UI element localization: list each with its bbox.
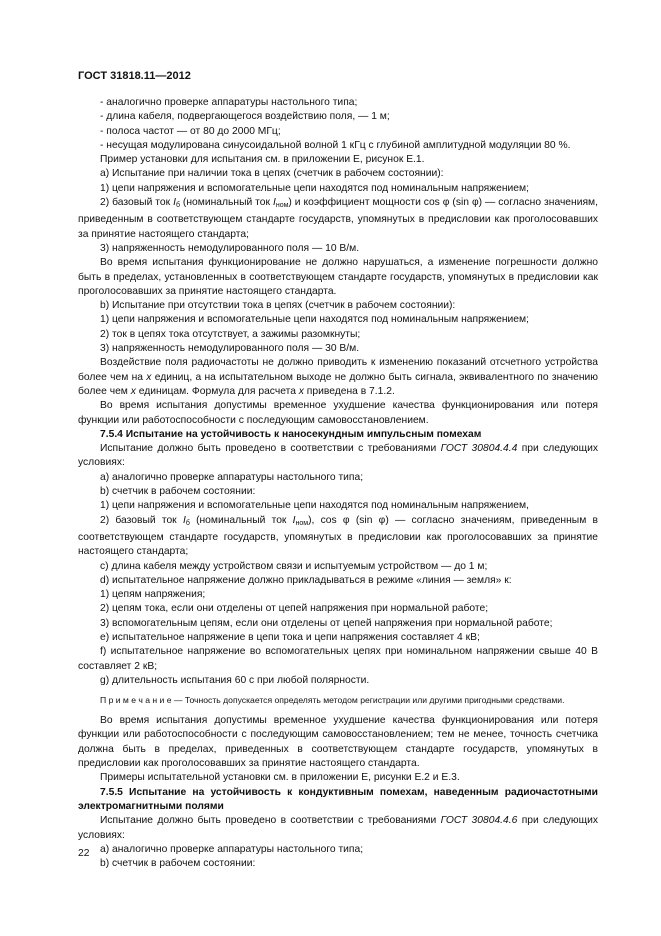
section-heading: 7.5.4 Испытание на устойчивость к наносекундным импульсным помехам: [100, 428, 482, 440]
list-item: 2) базовый ток $I_б$ (номинальный ток $I_{ном}$), cos φ (sin φ) — согласно значениям, приведенным в соответствующем стандарте государств, упомянутых в предисловии как проголосовавших за принятие настоящего стандарта;: [78, 514, 598, 558]
paragraph: Во время испытания допустимы временное ухудшение качества функционирования или потеря функции или работоспособности с последующим самовосстановлением.: [78, 400, 598, 426]
list-item: 3) напряженность немодулированного поля — 10 В/м.: [100, 242, 360, 254]
list-item: a) аналогично проверке аппаратуры настольного типа;: [100, 471, 364, 483]
page-number: 22: [78, 848, 90, 859]
list-item: 1) цепи напряжения и вспомогательные цепи находятся под номинальным напряжением,: [100, 500, 529, 512]
list-item: 3) вспомогательным цепям, если они отделены от цепей напряжения при нормальной работе;: [100, 617, 553, 629]
paragraph: Воздействие поля радиочастоты не должно приводить к изменению показаний отсчетного устройства более чем на x единиц, а на испытательном выходе не должно быть сигнала, эквивалентного по значению более чем x единицам. Формула для расчета x приведена в 7.1.2.: [78, 357, 599, 397]
list-item: 1) цепи напряжения и вспомогательные цепи находятся под номинальным напряжением;: [100, 314, 529, 326]
list-item: d) испытательное напряжение должно прикладываться в режиме «линия — земля» к:: [100, 574, 512, 586]
list-item: - полоса частот — от 80 до 2000 МГц;: [100, 125, 281, 137]
list-item: c) длина кабеля между устройством связи и испытуемым устройством — до 1 м;: [100, 560, 488, 572]
paragraph: Испытание должно быть проведено в соответствии с требованиями ГОСТ 30804.4.6 при следующих условиях:: [78, 815, 598, 841]
list-item: - длина кабеля, подвергающегося воздействию поля, — 1 м;: [100, 111, 390, 123]
list-item: 2) ток в цепях тока отсутствует, а зажимы разомкнуты;: [100, 328, 361, 340]
list-item: 3) напряженность немодулированного поля — 30 В/м.: [100, 343, 360, 355]
list-item: f) испытательное напряжение во вспомогательных цепях при номинальном напряжении свыше 40 В составляет 2 кВ;: [78, 646, 598, 672]
list-item: 2) базовый ток $I_б$ (номинальный ток $I_{ном}$) и коэффициент мощности cos φ (sin φ) — согласно значениям, приведенным в соответствующем стандарте государств, упомянутых в предисловии как проголосовавших за принятие настоящего стандарта;: [78, 197, 598, 240]
note: П р и м е ч а н и е — Точность допускается определять методом регистрации или другими пригодными средствами.: [100, 695, 565, 706]
list-item: a) Испытание при наличии тока в цепях (счетчик в рабочем состоянии):: [100, 168, 444, 180]
paragraph: Испытание должно быть проведено в соответствии с требованиями ГОСТ 30804.4.4 при следующих условиях:: [78, 443, 598, 469]
list-item: a) аналогично проверке аппаратуры настольного типа;: [100, 843, 364, 855]
list-item: b) счетчик в рабочем состоянии:: [100, 486, 256, 498]
page-body: [78, 96, 598, 871]
list-item: g) длительность испытания 60 с при любой полярности.: [100, 674, 370, 686]
list-item: b) Испытание при отсутствии тока в цепях (счетчик в рабочем состоянии):: [100, 300, 456, 312]
list-item: 1) цепям напряжения;: [100, 589, 206, 601]
list-item: - аналогично проверке аппаратуры настольного типа;: [100, 97, 358, 108]
list-item: b) счетчик в рабочем состоянии:: [100, 858, 256, 870]
document-header: ГОСТ 31818.11—2012: [78, 70, 191, 82]
list-item: e) испытательное напряжение в цепи тока и цепи напряжения составляет 4 кВ;: [100, 631, 480, 643]
paragraph: Во время испытания допустимы временное ухудшение качества функционирования или потеря функции или работоспособности с последующим самовосстановлением; тем не менее, точность счетчика должна быть в пределах, приведенных в соответствующем стандарте государств, упомянутых в предисловии как проголосовавших за принятие настоящего стандарта.: [78, 715, 598, 770]
paragraph: Во время испытания функционирование не должно нарушаться, а изменение погрешности должно быть в пределах, установленных в соответствующем стандарте государств, упомянутых в предисловии как проголосовавших за принятие настоящего стандарта.: [78, 257, 598, 297]
section-heading: 7.5.5 Испытание на устойчивость к кондуктивным помехам, наведенным радиочастотными электромагнитными полями: [78, 786, 598, 812]
list-item: - несущая модулирована синусоидальной волной 1 кГц с глубиной амплитудной модуляции 80 %.: [100, 139, 571, 151]
list-item: 1) цепи напряжения и вспомогательные цепи находятся под номинальным напряжением;: [100, 182, 529, 194]
paragraph: Пример установки для испытания см. в приложении Е, рисунок Е.1.: [100, 154, 425, 166]
paragraph: Примеры испытательной установки см. в приложении Е, рисунки Е.2 и Е.3.: [100, 772, 460, 784]
list-item: 2) цепям тока, если они отделены от цепей напряжения при нормальной работе;: [100, 603, 489, 615]
